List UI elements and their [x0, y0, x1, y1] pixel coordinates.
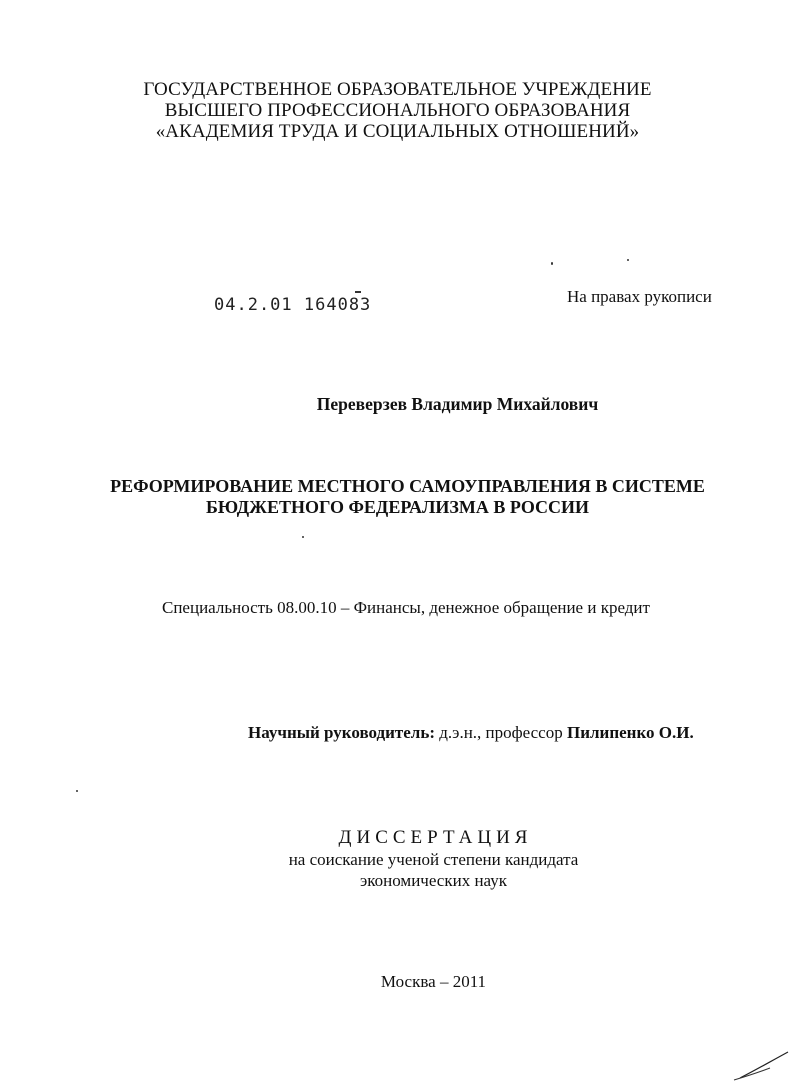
- title-line-1: РЕФОРМИРОВАНИЕ МЕСТНОГО САМОУПРАВЛЕНИЯ В СИСТЕМЕ: [110, 476, 705, 496]
- institution-line-3: «АКАДЕМИЯ ТРУДА И СОЦИАЛЬНЫХ ОТНОШЕНИЙ»: [155, 121, 640, 142]
- supervisor-name: Пилипенко О.И.: [566, 723, 694, 742]
- rights-notice: На правах рукописи: [567, 287, 712, 306]
- city-year: Москва – 2011: [380, 972, 487, 991]
- institution-line-2: ВЫСШЕГО ПРОФЕССИОНАЛЬНОГО ОБРАЗОВАНИЯ: [164, 100, 631, 121]
- title-line-2: БЮДЖЕТНОГО ФЕДЕРАЛИЗМА В РОССИИ: [205, 497, 590, 517]
- stamp-mark: [355, 291, 361, 293]
- supervisor: [248, 723, 694, 743]
- dissertation-heading: ДИССЕРТАЦИЯ: [338, 827, 533, 848]
- scan-speck: [627, 259, 629, 261]
- dissertation-line-1: на соискание ученой степени кандидата: [288, 850, 579, 869]
- specialty: Специальность 08.00.10 – Финансы, денежное обращение и кредит: [162, 598, 650, 617]
- supervisor-label: Научный руководитель:: [248, 723, 435, 742]
- author-name: Переверзев Владимир Михайлович: [316, 394, 599, 414]
- institution-line-1: ГОСУДАРСТВЕННОЕ ОБРАЗОВАТЕЛЬНОЕ УЧРЕЖДЕНИЕ: [143, 79, 652, 100]
- scan-speck: [76, 790, 78, 792]
- scan-speck: [302, 536, 304, 538]
- dissertation-line-2: экономических наук: [359, 871, 508, 890]
- pen-stroke-mark: [730, 1050, 790, 1082]
- scan-speck: [551, 262, 553, 265]
- registration-stamp-number: 04.2.01 164083: [214, 295, 372, 315]
- supervisor-degree: д.э.н., профессор: [439, 723, 563, 742]
